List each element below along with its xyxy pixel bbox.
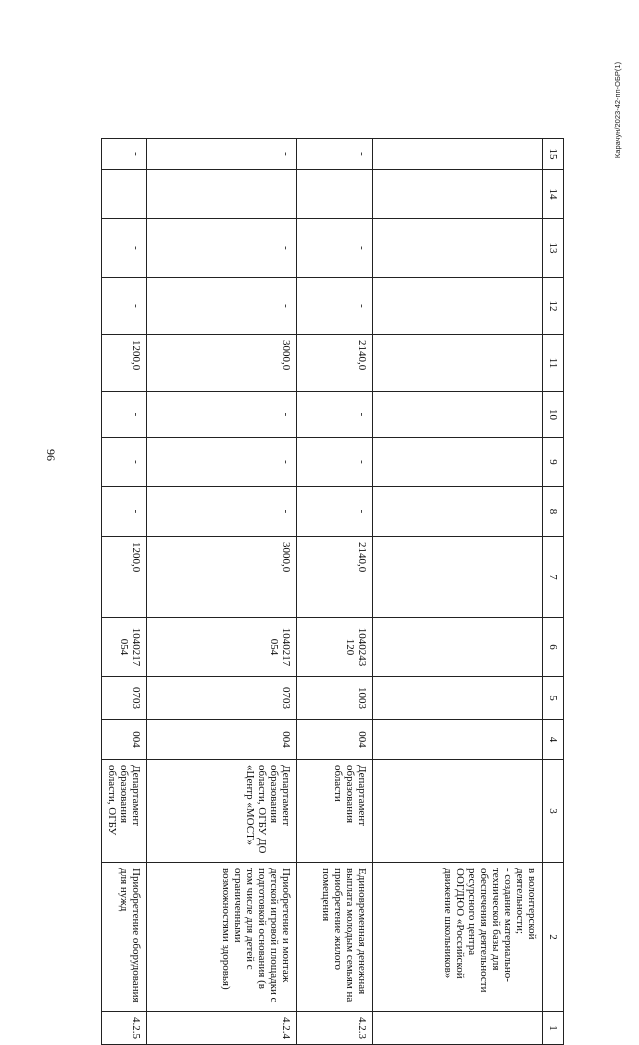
cell-4: 004	[102, 720, 147, 760]
budget-table	[101, 138, 564, 1045]
cell-9: -	[297, 438, 373, 487]
header-cell: 9	[543, 438, 564, 487]
table-row	[102, 139, 147, 1045]
header-cell: 4	[543, 720, 564, 760]
header-cell: 1	[543, 1012, 564, 1045]
cell-15	[373, 139, 543, 170]
cell-5: 1003	[297, 677, 373, 720]
cell-3	[373, 760, 543, 863]
cell-12: -	[102, 278, 147, 335]
cell-3: Департамент образования области	[297, 760, 373, 863]
cell-6: 1040217 054	[102, 618, 147, 677]
cell-2: Приобретение и монтаж детской игровой площадки с подготовкой основания (в том числе для детей с ограниченными возможностями здоровья)	[147, 863, 297, 1012]
cell-5	[373, 677, 543, 720]
cell-13: -	[102, 219, 147, 278]
cell-15: -	[297, 139, 373, 170]
header-cell: 6	[543, 618, 564, 677]
cell-11	[373, 335, 543, 392]
header-cell: 2	[543, 863, 564, 1012]
table-row	[147, 139, 297, 1045]
cell-9: -	[102, 438, 147, 487]
table-row	[373, 139, 543, 1045]
cell-9: -	[147, 438, 297, 487]
table-row	[297, 139, 373, 1045]
header-cell: 5	[543, 677, 564, 720]
header-cell: 15	[543, 139, 564, 170]
budget-table-rotated	[106, 138, 564, 1039]
cell-14	[147, 170, 297, 219]
cell-5: 0703	[147, 677, 297, 720]
cell-2: Единовременная денежная выплата молодым семьям на приобретение жилого помещения	[297, 863, 373, 1012]
cell-2: Приобретение оборудования для нужд	[102, 863, 147, 1012]
header-cell: 3	[543, 760, 564, 863]
cell-3: Департамент образования области, ОГБУ	[102, 760, 147, 863]
cell-1: 4.2.5	[102, 1012, 147, 1045]
cell-2: в волонтерской деятельности; - создание материально-технической базы для обеспечения деятельности ресурсного центра ООГДЮО «Российской движение школьников»	[373, 863, 543, 1012]
cell-6: 1040243 120	[297, 618, 373, 677]
cell-12: -	[147, 278, 297, 335]
cell-10: -	[297, 392, 373, 438]
cell-1: 4.2.4	[147, 1012, 297, 1045]
cell-8: -	[297, 487, 373, 537]
cell-1	[373, 1012, 543, 1045]
cell-6	[373, 618, 543, 677]
cell-9	[373, 438, 543, 487]
cell-8: -	[102, 487, 147, 537]
cell-7	[373, 537, 543, 618]
page-number: 96	[44, 449, 58, 461]
header-cell: 11	[543, 335, 564, 392]
cell-3: Департамент образования области, ОГБУ ДО «Центр «МОСТ»	[147, 760, 297, 863]
cell-4: 004	[147, 720, 297, 760]
cell-13: -	[147, 219, 297, 278]
cell-11: 2140,0	[297, 335, 373, 392]
cell-7: 3000,0	[147, 537, 297, 618]
cell-12	[373, 278, 543, 335]
cell-10: -	[147, 392, 297, 438]
cell-14	[102, 170, 147, 219]
header-cell: 7	[543, 537, 564, 618]
header-cell: 12	[543, 278, 564, 335]
cell-7: 2140,0	[297, 537, 373, 618]
cell-11: 1200,0	[102, 335, 147, 392]
cell-15: -	[147, 139, 297, 170]
cell-10	[373, 392, 543, 438]
cell-8: -	[147, 487, 297, 537]
cell-5: 0703	[102, 677, 147, 720]
cell-10: -	[102, 392, 147, 438]
cell-13: -	[297, 219, 373, 278]
cell-14	[297, 170, 373, 219]
document-code: Карачун/2023-42-пп-ОБР(1)	[613, 61, 622, 159]
cell-4	[373, 720, 543, 760]
cell-11: 3000,0	[147, 335, 297, 392]
header-cell: 14	[543, 170, 564, 219]
header-cell: 10	[543, 392, 564, 438]
cell-7: 1200,0	[102, 537, 147, 618]
cell-4: 004	[297, 720, 373, 760]
cell-1: 4.2.3	[297, 1012, 373, 1045]
cell-15: -	[102, 139, 147, 170]
cell-13	[373, 219, 543, 278]
header-cell: 8	[543, 487, 564, 537]
cell-8	[373, 487, 543, 537]
cell-14	[373, 170, 543, 219]
table-header-row	[543, 139, 564, 1045]
cell-6: 1040217 054	[147, 618, 297, 677]
header-cell: 13	[543, 219, 564, 278]
cell-12: -	[297, 278, 373, 335]
